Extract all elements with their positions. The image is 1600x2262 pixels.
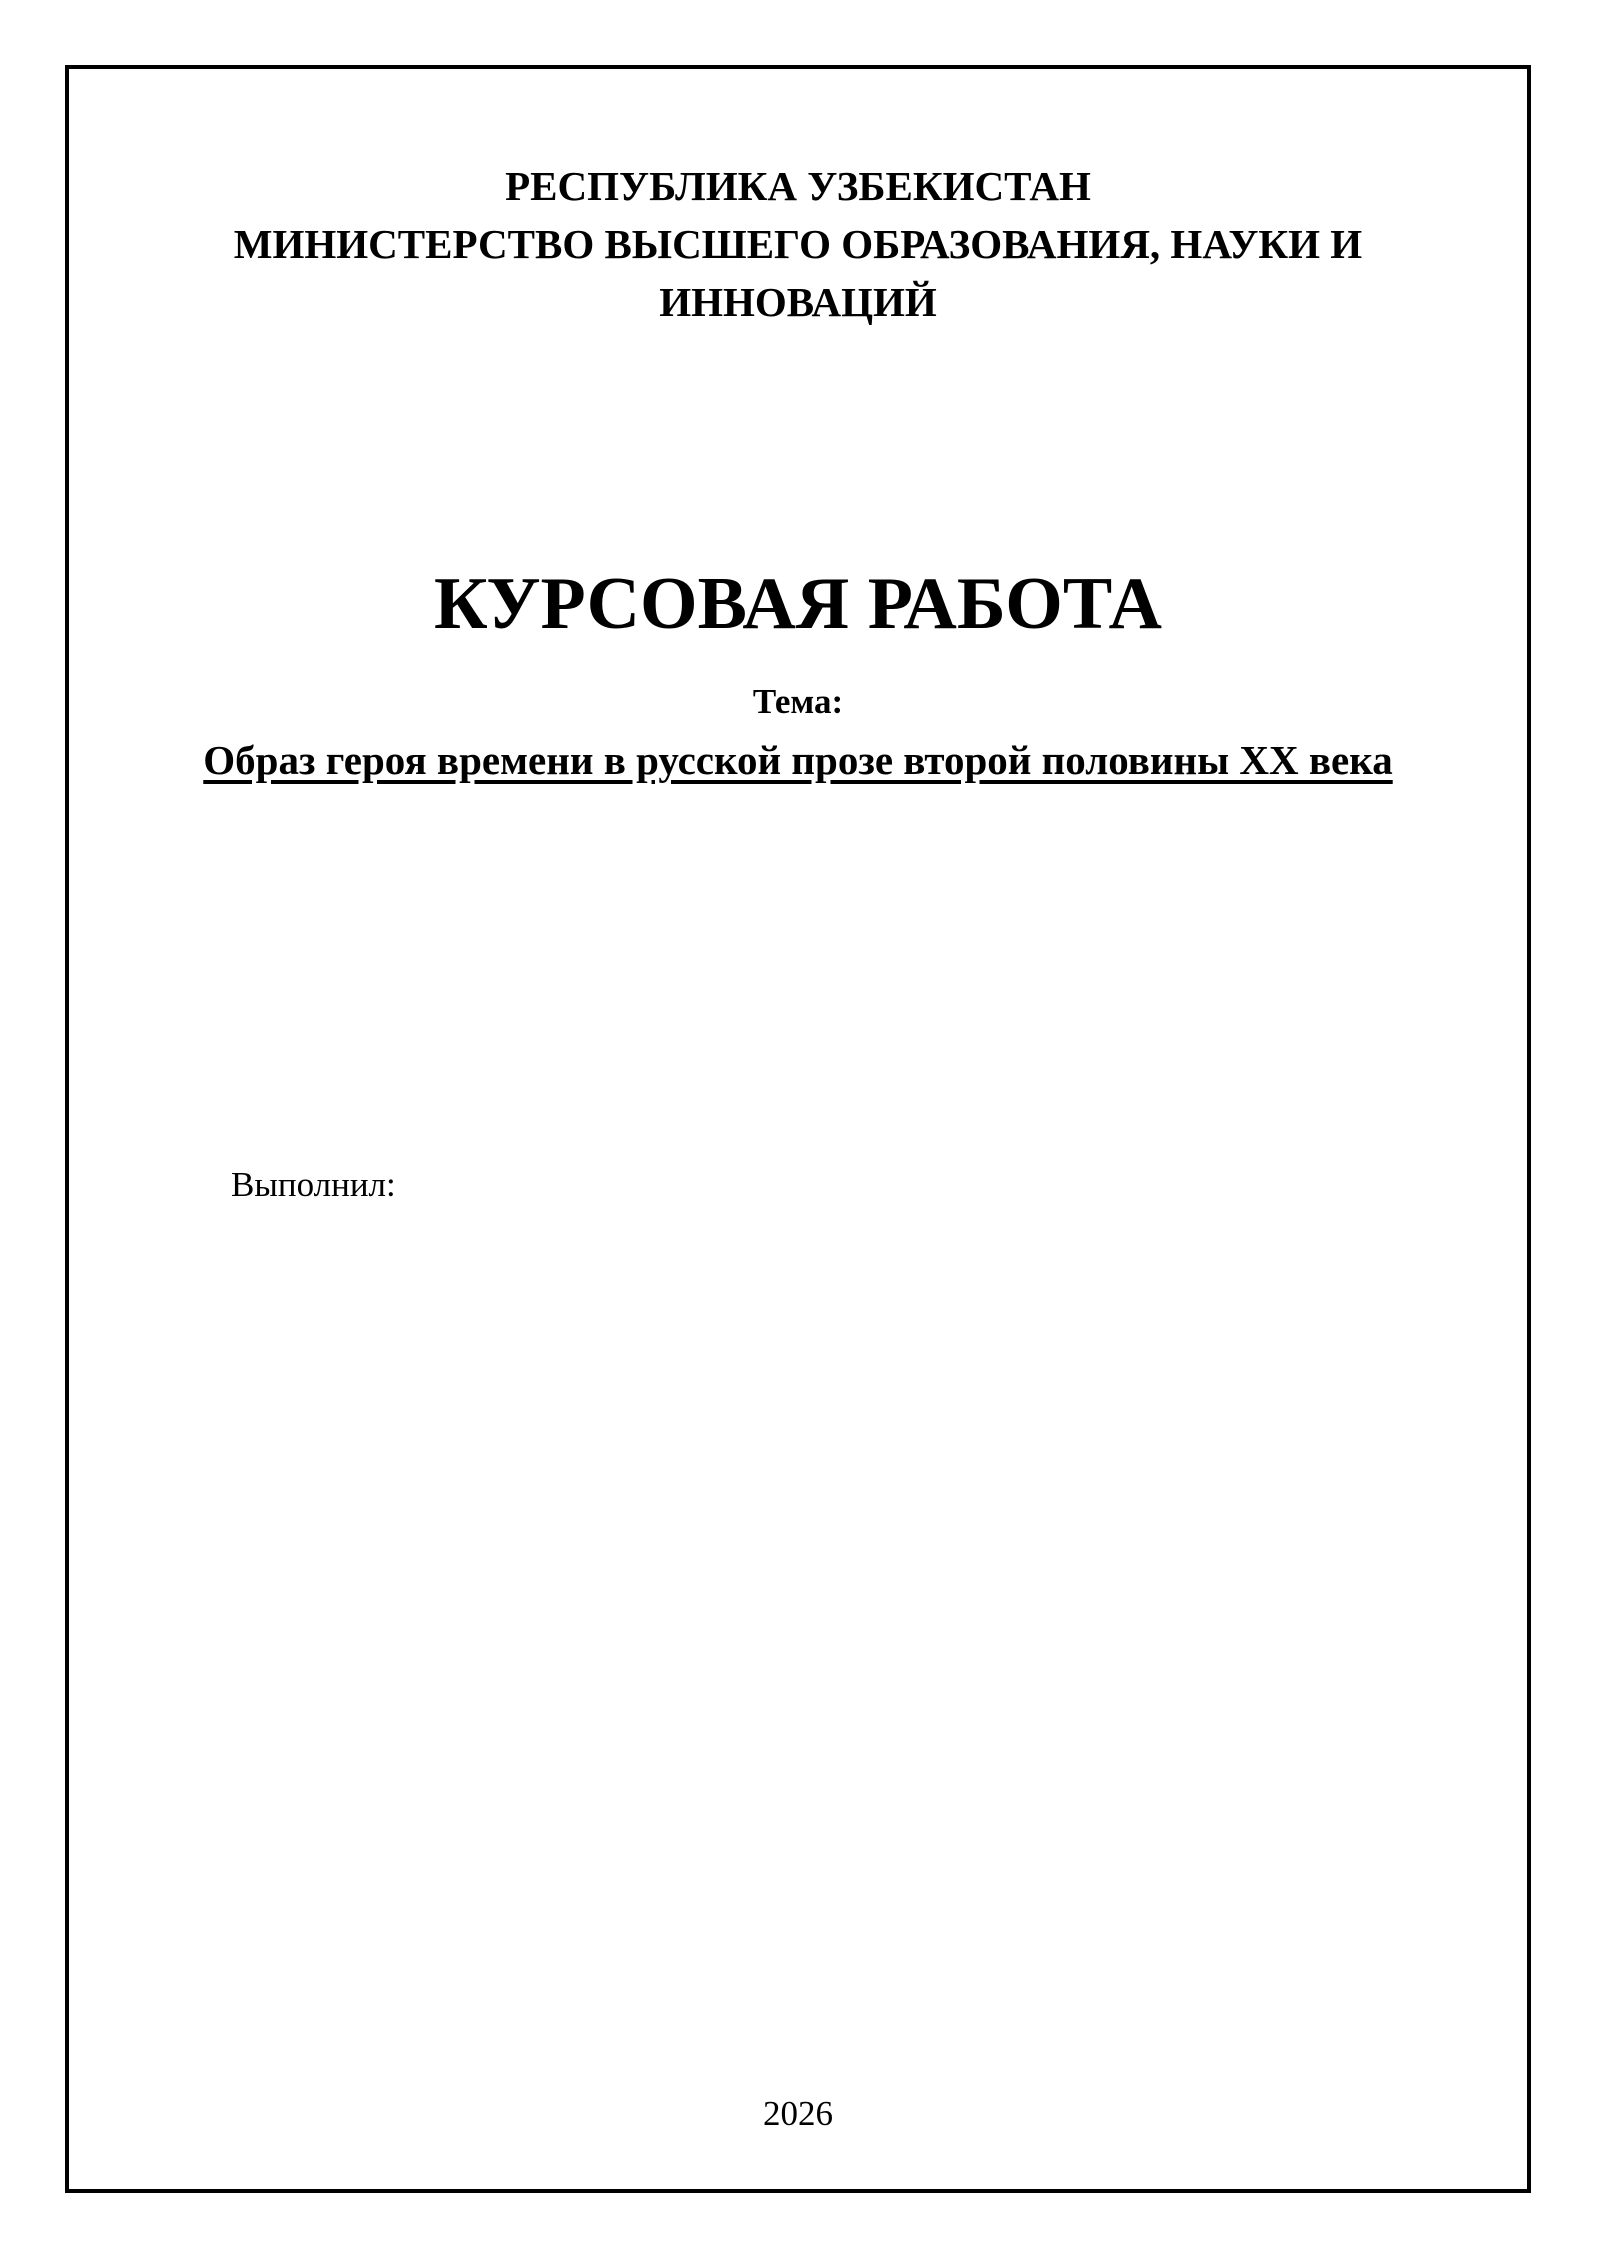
country-name: РЕСПУБЛИКА УЗБЕКИСТАН — [505, 163, 1091, 209]
topic-text: Образ героя времени в русской прозе второй половины XX века — [203, 737, 1393, 783]
author-label: Выполнил: — [231, 1165, 396, 1204]
document-title: КУРСОВАЯ РАБОТА — [434, 563, 1162, 645]
ministry-name: МИНИСТЕРСТВО ВЫСШЕГО ОБРАЗОВАНИЯ, НАУКИ И ИННОВАЦИЙ — [233, 221, 1363, 325]
document-year: 2026 — [763, 2094, 833, 2133]
document-header — [69, 157, 1527, 331]
page-frame — [65, 65, 1531, 2193]
topic-label: Тема: — [752, 682, 844, 721]
